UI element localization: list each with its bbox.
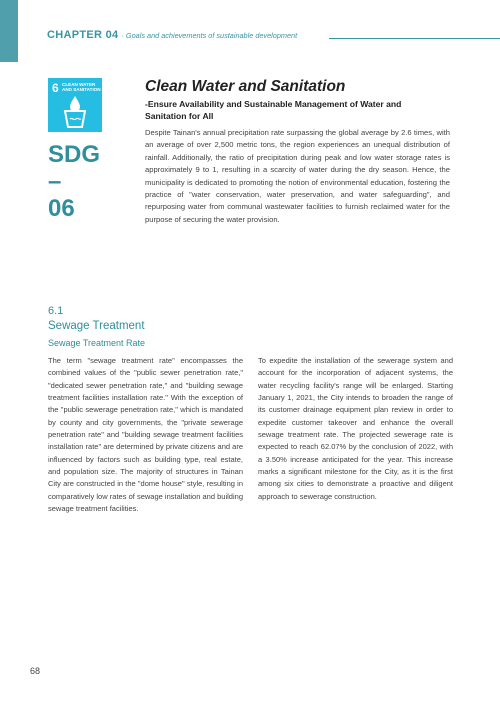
subsection-title: Sewage Treatment	[48, 320, 145, 332]
sdg-label	[48, 141, 100, 222]
page-number: 68	[30, 666, 41, 676]
sdg-icon-label-line2: AND SANITATION	[62, 87, 101, 92]
section-subtitle: -Ensure Availability and Sustainable Management of Water and Sanitation for All	[145, 99, 402, 121]
subsection-number: 6.1	[48, 305, 64, 317]
intro-paragraph: Despite Tainan's annual precipitation rate surpassing the global average by 2.6 times, with an average of over 2,500 metric tons, the region experiences an unequal distribution of rainfall. Additionally, the ratio of precipitation during peak and low water storage rates is approximately 9 to 1, resulting in a scarcity of water during the dry season. Hence, the municipality is dedicated to promoting the notion of environmental education, fostering the practice of "water conservation, water preservation, and water safeguarding", and repurposing water from communal wastewater facilities to furnish reclaimed water for the purpose of securing the water provision.	[145, 128, 450, 224]
subsection-subtitle: Sewage Treatment Rate	[48, 338, 146, 348]
water-glass-drop-icon	[62, 94, 88, 128]
chapter-side-tab	[0, 0, 18, 62]
body-left-column: The term "sewage treatment rate" encompasses the combined values of the "public sewer penetration rate," "dedicated sewer penetration rate," and "building sewage treatment facilities installation rate." With the exception of the "public sewerage penetration rate," which is mandated by county and city governments, the "private sewerage penetration rate" and "building sewage treatment facilities installation rate" are determined by private citizens and are influenced by factors such as building type, real estate, and population size. The majority of structures in Tainan City are constructed in the "dome house" style, resulting in comparatively low rates of sewage installation and building sewage treatment facilities.	[48, 356, 243, 514]
sdg-label-number: 06	[48, 195, 75, 222]
chapter-number: CHAPTER 04	[47, 29, 119, 41]
body-right-column: To expedite the installation of the sewerage system and account for the incorporation of adjacent systems, the water recycling facility's range will be enlarged. Starting January 1, 2021, the City intends to broaden the range of its customer drainage equipment plan review in order to expedite customer takeover and enhance the overall sewage treatment rate. The projected sewerage rate is expected to reach 62.07% by the conclusion of 2022, with a 3.50% increase anticipated for the year. This increase marks a significant milestone for the City, as it is the first among six cities to demonstrate a proactive and diligent approach to sewerage construction.	[258, 356, 453, 501]
chapter-header	[47, 29, 297, 41]
sdg-icon-number: 6	[52, 81, 59, 95]
section-title: Clean Water and Sanitation	[145, 78, 346, 95]
sdg-6-icon	[48, 78, 102, 132]
chapter-subtitle: · Goals and achievements of sustainable development	[121, 31, 298, 40]
sdg-label-dash: –	[48, 168, 62, 195]
sdg-icon-label	[62, 82, 101, 92]
sdg-icon-label-line1: CLEAN WATER	[62, 82, 96, 87]
sdg-label-text: SDG	[48, 141, 101, 168]
header-divider	[329, 38, 500, 39]
